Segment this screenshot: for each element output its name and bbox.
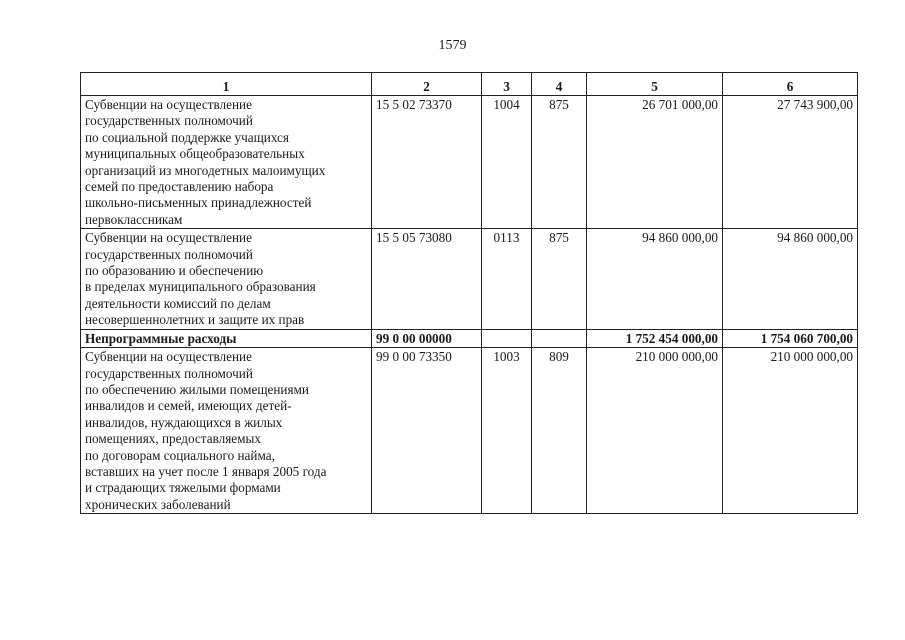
row-name-line: помещениях, предоставляемых — [85, 431, 261, 447]
row-name-line: по договорам социального найма, — [85, 447, 275, 463]
row-amount2: 1 754 060 700,00 — [723, 329, 858, 347]
row-name-line: инвалидов, нуждающихся в жилых — [85, 414, 283, 430]
row-name-cell — [81, 348, 372, 514]
row-code: 99 0 00 00000 — [372, 329, 482, 347]
row-code: 15 5 02 73370 — [372, 96, 482, 229]
row-amount2: 210 000 000,00 — [723, 348, 858, 514]
row-type: 875 — [532, 96, 587, 229]
row-name-line: инвалидов и семей, имеющих детей- — [85, 398, 292, 414]
row-amount1: 26 701 000,00 — [587, 96, 723, 229]
table-row — [81, 96, 858, 229]
row-name-line: первоклассникам — [85, 211, 183, 227]
row-name-line: семей по предоставлению набора — [85, 179, 274, 195]
col-header-amount1: 5 — [587, 73, 723, 96]
row-name-line: Субвенции на осуществление — [85, 230, 252, 246]
row-section: 0113 — [482, 229, 532, 329]
row-code: 15 5 05 73080 — [372, 229, 482, 329]
col-header-amount2: 6 — [723, 73, 858, 96]
row-name-line: Субвенции на осуществление — [85, 97, 252, 112]
row-amount2: 94 860 000,00 — [723, 229, 858, 329]
page-number: 1579 — [438, 38, 467, 53]
col-header-code: 2 — [372, 73, 482, 96]
row-name-line: по образованию и обеспечению — [85, 263, 264, 279]
row-name-cell — [81, 96, 372, 229]
row-amount1: 94 860 000,00 — [587, 229, 723, 329]
row-amount2: 27 743 900,00 — [723, 96, 858, 229]
row-name-line: и страдающих тяжелыми формами — [85, 480, 281, 496]
row-name-line: государственных полномочий — [85, 113, 253, 129]
row-section — [482, 329, 532, 347]
col-header-name: 1 — [81, 73, 372, 96]
row-type: 809 — [532, 348, 587, 514]
row-type — [532, 329, 587, 347]
row-section: 1003 — [482, 348, 532, 514]
col-header-section: 3 — [482, 73, 532, 96]
header-row — [81, 73, 858, 96]
row-section: 1004 — [482, 96, 532, 229]
col-header-type: 4 — [532, 73, 587, 96]
row-code: 99 0 00 73350 — [372, 348, 482, 514]
row-name-line: школьно-письменных принадлежностей — [85, 195, 312, 211]
row-name-line: государственных полномочий — [85, 365, 253, 381]
row-name-cell — [81, 229, 372, 329]
row-name-line: несовершеннолетних и защите их прав — [85, 312, 305, 328]
row-name-line: Непрограммные расходы — [85, 330, 237, 346]
row-name-line: деятельности комиссий по делам — [85, 295, 271, 311]
row-name-line: в пределах муниципального образования — [85, 279, 316, 295]
row-name-line: организаций из многодетных малоимущих — [85, 162, 326, 178]
table-row-total — [81, 329, 858, 347]
row-name-line: по обеспечению жилыми помещениями — [85, 381, 309, 397]
row-name-line: государственных полномочий — [85, 246, 253, 262]
row-amount1: 210 000 000,00 — [587, 348, 723, 514]
row-name-line: вставших на учет после 1 января 2005 года — [85, 463, 327, 479]
row-name-line: муниципальных общеобразовательных — [85, 146, 305, 162]
row-name-line: по социальной поддержке учащихся — [85, 129, 289, 145]
row-type: 875 — [532, 229, 587, 329]
budget-table — [80, 72, 858, 514]
table-row — [81, 348, 858, 514]
row-name-line: хронических заболеваний — [85, 496, 231, 512]
table-row — [81, 229, 858, 329]
row-name-cell — [81, 329, 372, 347]
row-amount1: 1 752 454 000,00 — [587, 329, 723, 347]
row-name-line: Субвенции на осуществление — [85, 349, 252, 365]
